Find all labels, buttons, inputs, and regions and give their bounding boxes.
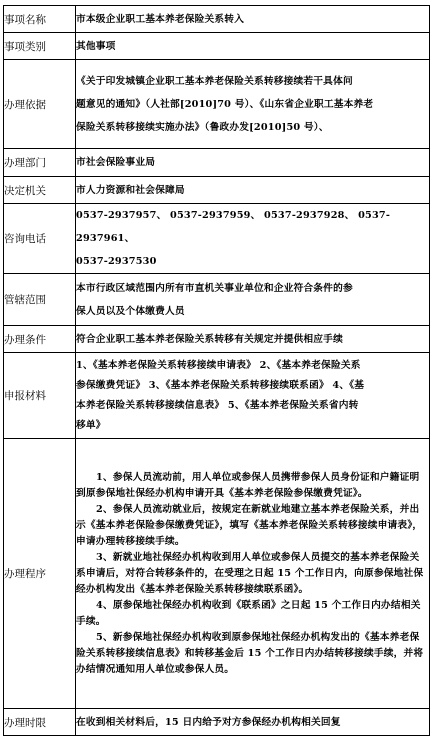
value-scope — [76, 274, 430, 326]
value-department: 市社会保险事业局 — [76, 149, 430, 177]
materials-line-3: 本养老保险关系转移接续信息表》 5、《基本养老保险关系省内转 — [76, 399, 359, 411]
row-scope — [4, 274, 430, 326]
value-conditions: 符合企业职工基本养老保险关系转移有关规定并提供相应手续 — [76, 326, 430, 353]
service-info-page — [3, 5, 430, 736]
row-procedure — [4, 439, 430, 709]
row-authority — [4, 177, 430, 204]
value-basis — [76, 60, 430, 149]
service-info-table — [3, 5, 430, 736]
label-item-category: 事项类别 — [4, 33, 76, 60]
value-time-limit: 在收到相关材料后，15 日内给予对方参保经办机构相关回复 — [76, 709, 430, 736]
value-item-name: 市本级企业职工基本养老保险关系转入 — [76, 6, 430, 33]
value-procedure — [76, 439, 430, 709]
phone-line-2: 0537-2937530 — [76, 256, 157, 267]
procedure-step-1: 1、参保人员流动前，用人单位或参保人员携带参保人员身份证和户籍证明到原参保地社保经办机构申请开具《基本养老保险参保缴费凭证》。 — [76, 471, 420, 499]
row-item-category — [4, 33, 430, 60]
scope-line-1: 本市行政区域范围内所有市直机关事业单位和企业符合条件的参 — [76, 282, 353, 294]
materials-line-4: 移单》 — [76, 419, 106, 431]
value-authority: 市人力资源和社会保障局 — [76, 177, 430, 204]
label-materials: 申报材料 — [4, 353, 76, 439]
label-phone: 咨询电话 — [4, 204, 76, 274]
label-department: 办理部门 — [4, 149, 76, 177]
procedure-step-5: 5、新参保地社保经办机构收到原参保地社保经办机构发出的《基本养老保险关系转移接续信息表》和转移基金后 15 个工作日内办结转移接续手续，并将办结情况通知用人单位或参保人员。 — [76, 631, 424, 675]
label-procedure: 办理程序 — [4, 439, 76, 709]
basis-line-1: 《关于印发城镇企业职工基本养老保险关系转移接续若干具体问 — [76, 75, 353, 87]
label-scope: 管辖范围 — [4, 274, 76, 326]
value-item-category: 其他事项 — [76, 33, 430, 60]
phone-line-1: 0537-2937957、 0537-2937959、 0537-2937928、 0537-2937961、 — [76, 210, 391, 244]
label-time-limit: 办理时限 — [4, 709, 76, 736]
materials-line-2: 参保缴费凭证》 3、《基本养老保险关系转移接续联系函》 4、《基 — [76, 379, 365, 391]
row-phone — [4, 204, 430, 274]
materials-line-1: 1、《基本养老保险关系转移接续申请表》 2、《基本养老保险关系 — [76, 359, 361, 371]
label-authority: 决定机关 — [4, 177, 76, 204]
value-phone — [76, 204, 430, 274]
scope-line-2: 保人员以及个体缴费人员 — [76, 305, 185, 317]
procedure-step-4: 4、原参保地社保经办机构收到《联系函》之日起 15 个工作日内办结相关手续。 — [76, 599, 421, 627]
row-basis — [4, 60, 430, 149]
label-basis: 办理依据 — [4, 60, 76, 149]
row-materials — [4, 353, 430, 439]
row-time-limit — [4, 709, 430, 736]
procedure-step-3: 3、新就业地社保经办机构收到用人单位或参保人员提交的基本养老保险关系申请后，对符合转移条件的，在受理之日起 15 个工作日内，向原参保地社保经办机构发出《基本养老保险关系转移接续联系函》。 — [76, 551, 424, 595]
label-conditions: 办理条件 — [4, 326, 76, 353]
row-conditions — [4, 326, 430, 353]
procedure-step-2: 2、参保人员流动就业后，按规定在新就业地建立基本养老保险关系，并出示《基本养老保险参保缴费凭证》，填写《基本养老保险关系转移接续申请表》，申请办理转移接续手续。 — [76, 503, 423, 547]
value-materials — [76, 353, 430, 439]
basis-line-2: 题意见的通知》（人社部[2010]70 号）、《山东省企业职工基本养老 — [76, 98, 374, 110]
row-item-name — [4, 6, 430, 33]
row-department — [4, 149, 430, 177]
basis-line-3: 保险关系转移接续实施办法》（鲁政办发[2010]50 号）、 — [76, 121, 329, 133]
label-item-name: 事项名称 — [4, 6, 76, 33]
